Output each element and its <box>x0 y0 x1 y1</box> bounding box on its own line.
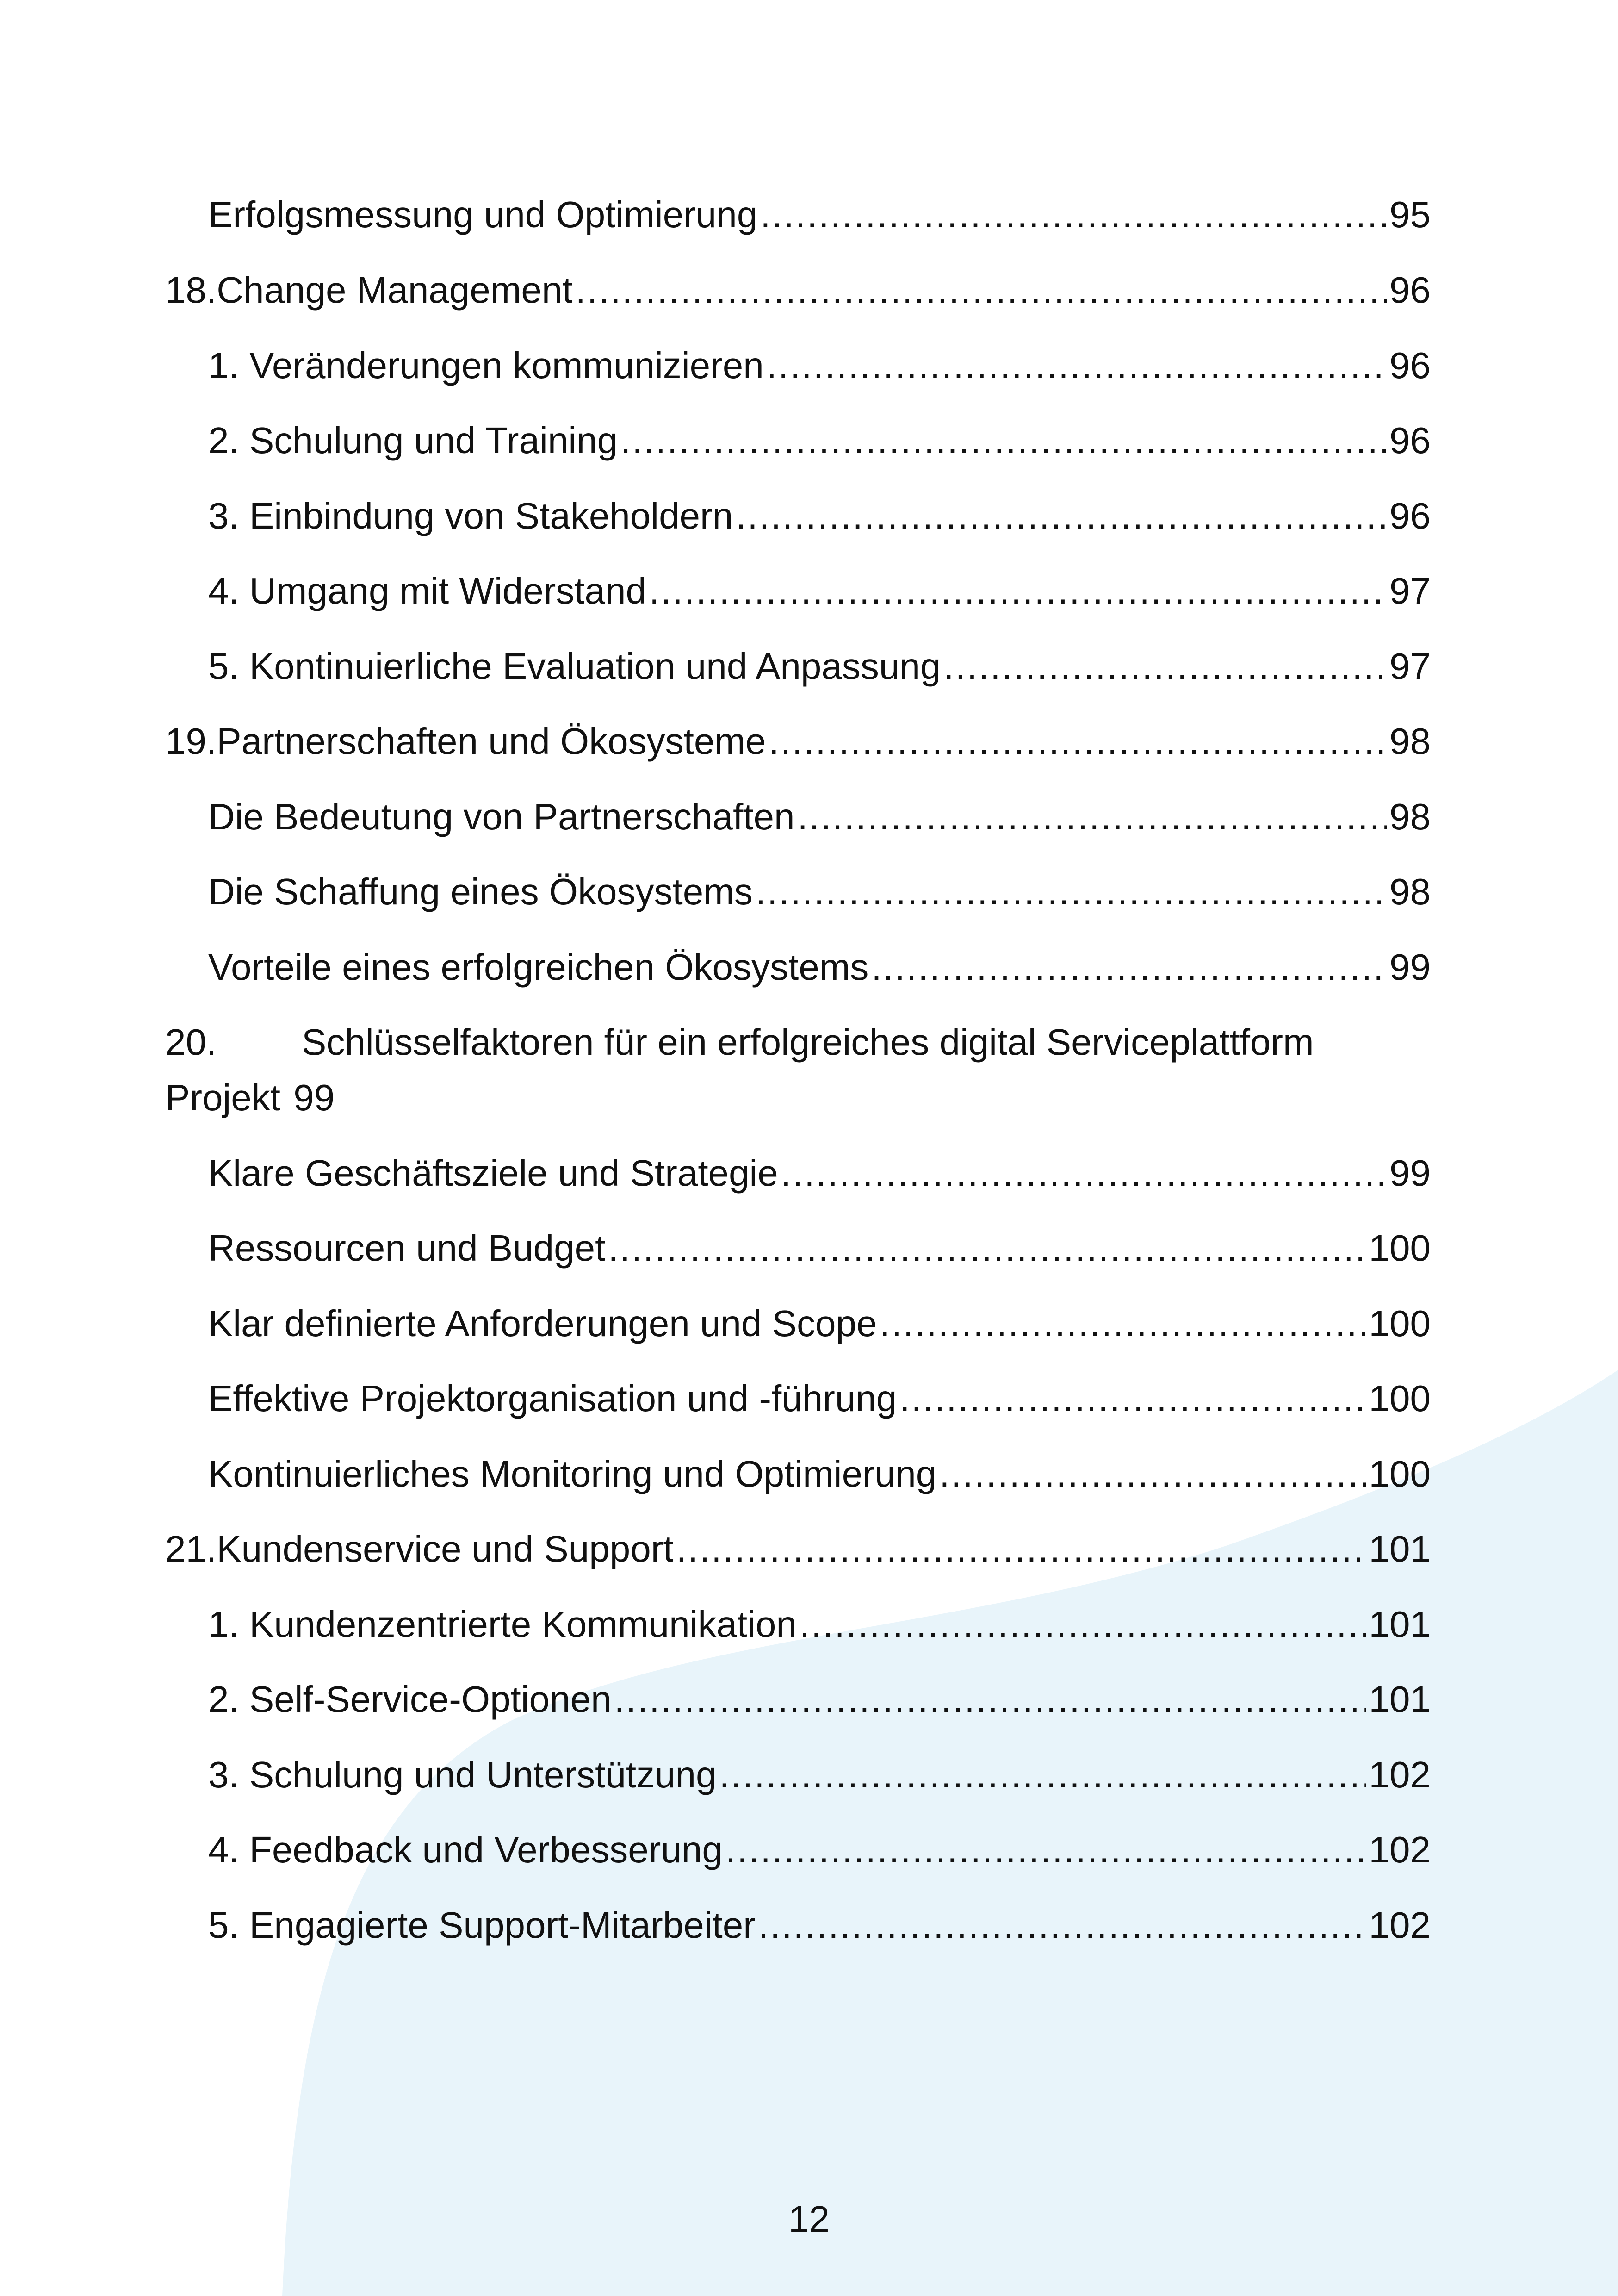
toc-entry-page: 100 <box>1369 1303 1431 1344</box>
toc-leader-dots <box>769 714 1387 769</box>
toc-leader-dots <box>871 940 1387 995</box>
toc-leader-dots <box>719 1747 1366 1803</box>
toc-leader-dots <box>798 789 1387 845</box>
toc-chapter-entry[interactable] <box>165 1521 1431 1577</box>
toc-leader-dots <box>943 639 1387 694</box>
toc-chapter-entry[interactable] <box>165 262 1431 318</box>
toc-entry[interactable] <box>208 488 1431 544</box>
toc-entry[interactable] <box>208 940 1431 995</box>
toc-leader-dots <box>725 1822 1366 1878</box>
toc-entry[interactable] <box>208 1446 1431 1502</box>
toc-leader-dots <box>758 1898 1366 1953</box>
toc-entry[interactable] <box>208 1296 1431 1351</box>
toc-entry[interactable] <box>208 187 1431 243</box>
toc-chapter-number: 21. <box>165 1528 217 1569</box>
toc-entry-page: 99 <box>1389 946 1431 988</box>
toc-entry-continuation[interactable] <box>165 1070 335 1126</box>
toc-leader-dots <box>767 338 1387 393</box>
toc-entry-page: 101 <box>1369 1528 1431 1569</box>
toc-entry[interactable] <box>208 563 1431 619</box>
toc-leader-dots <box>781 1145 1387 1201</box>
toc-entry-page: 101 <box>1369 1604 1431 1645</box>
toc-leader-dots <box>649 563 1387 619</box>
toc-entry[interactable] <box>208 1898 1431 1953</box>
toc-leader-dots <box>620 413 1387 468</box>
toc-entry-page: 98 <box>1389 721 1431 762</box>
toc-leader-dots <box>676 1521 1366 1577</box>
toc-entry-title: Klar definierte Anforderungen und Scope <box>208 1303 877 1344</box>
toc-entry-title: 2. Schulung und Training <box>208 420 618 461</box>
toc-entry-title: Kundenservice und Support <box>217 1528 674 1569</box>
toc-entry-title: Vorteile eines erfolgreichen Ökosystems <box>208 946 869 988</box>
toc-entry-page: 102 <box>1369 1829 1431 1870</box>
toc-entry-page: 101 <box>1369 1679 1431 1720</box>
toc-entry-page: 98 <box>1389 871 1431 912</box>
toc-entry-title: Schlüsselfaktoren für ein erfolgreiches digital Serviceplattform <box>302 1021 1314 1063</box>
toc-entry-title: 1. Veränderungen kommunizieren <box>208 345 764 386</box>
toc-entry[interactable] <box>208 789 1431 845</box>
toc-entry-page: 100 <box>1369 1453 1431 1494</box>
toc-chapter-number: 18. <box>165 269 217 311</box>
toc-entry-page: 97 <box>1389 570 1431 611</box>
toc-entry[interactable] <box>208 1220 1431 1276</box>
toc-entry-page: 95 <box>1389 194 1431 235</box>
toc-entry[interactable] <box>208 338 1431 393</box>
toc-entry[interactable] <box>208 639 1431 694</box>
toc-entry-title: 5. Kontinuierliche Evaluation und Anpassung <box>208 646 941 687</box>
toc-entry[interactable] <box>208 1672 1431 1727</box>
toc-entry-page: 96 <box>1389 420 1431 461</box>
toc-leader-dots <box>800 1597 1366 1652</box>
toc-leader-dots <box>736 488 1387 544</box>
toc-chapter-entry[interactable] <box>165 1014 1314 1070</box>
toc-entry[interactable] <box>208 864 1431 920</box>
toc-entry-title: Kontinuierliches Monitoring und Optimierung <box>208 1453 937 1494</box>
toc-entry-page: 96 <box>1389 269 1431 311</box>
page-number: 12 <box>788 2198 830 2240</box>
toc-entry[interactable] <box>208 413 1431 468</box>
toc-entry-page: 99 <box>293 1077 335 1118</box>
toc-entry[interactable] <box>208 1747 1431 1803</box>
toc-entry-title: Die Bedeutung von Partnerschaften <box>208 796 795 837</box>
toc-entry-title: 3. Schulung und Unterstützung <box>208 1754 717 1795</box>
toc-entry-page: 98 <box>1389 796 1431 837</box>
toc-entry-page: 102 <box>1369 1754 1431 1795</box>
toc-entry-title: Change Management <box>217 269 573 311</box>
toc-entry-title: 4. Umgang mit Widerstand <box>208 570 647 611</box>
toc-entry-title: Ressourcen und Budget <box>208 1227 606 1269</box>
toc-entry-title: 2. Self-Service-Optionen <box>208 1679 612 1720</box>
toc-entry-page: 99 <box>1389 1152 1431 1194</box>
toc-entry-page: 100 <box>1369 1227 1431 1269</box>
toc-leader-dots <box>756 864 1387 920</box>
toc-entry-page: 102 <box>1369 1904 1431 1946</box>
toc-leader-dots <box>880 1296 1366 1351</box>
toc-entry-page: 97 <box>1389 646 1431 687</box>
toc-entry[interactable] <box>208 1822 1431 1878</box>
toc-leader-dots <box>614 1672 1366 1727</box>
toc-entry[interactable] <box>208 1145 1431 1201</box>
toc-chapter-number: 20. <box>165 1021 217 1063</box>
toc-entry-title: 1. Kundenzentrierte Kommunikation <box>208 1604 797 1645</box>
toc-entry-page: 96 <box>1389 495 1431 536</box>
toc-leader-dots <box>576 262 1387 318</box>
toc-entry-title: Partnerschaften und Ökosysteme <box>217 721 766 762</box>
toc-entry-title-continued: Projekt <box>165 1077 280 1118</box>
toc-entry-title: Die Schaffung eines Ökosystems <box>208 871 753 912</box>
toc-leader-dots <box>760 187 1387 243</box>
toc-entry-title: 4. Feedback und Verbesserung <box>208 1829 723 1870</box>
toc-entry-title: Erfolgsmessung und Optimierung <box>208 194 758 235</box>
toc-entry-title: 3. Einbindung von Stakeholdern <box>208 495 733 536</box>
toc-chapter-number: 19. <box>165 721 217 762</box>
toc-entry-title: Effektive Projektorganisation und -führung <box>208 1378 897 1419</box>
toc-entry-title: 5. Engagierte Support-Mitarbeiter <box>208 1904 756 1946</box>
toc-chapter-entry[interactable] <box>165 714 1431 769</box>
toc-entry-title: Klare Geschäftsziele und Strategie <box>208 1152 778 1194</box>
toc-entry[interactable] <box>208 1597 1431 1652</box>
toc-entry-page: 96 <box>1389 345 1431 386</box>
toc-leader-dots <box>608 1220 1366 1276</box>
toc-entry-page: 100 <box>1369 1378 1431 1419</box>
toc-entry[interactable] <box>208 1371 1431 1426</box>
toc-leader-dots <box>899 1371 1366 1426</box>
toc-leader-dots <box>939 1446 1366 1502</box>
